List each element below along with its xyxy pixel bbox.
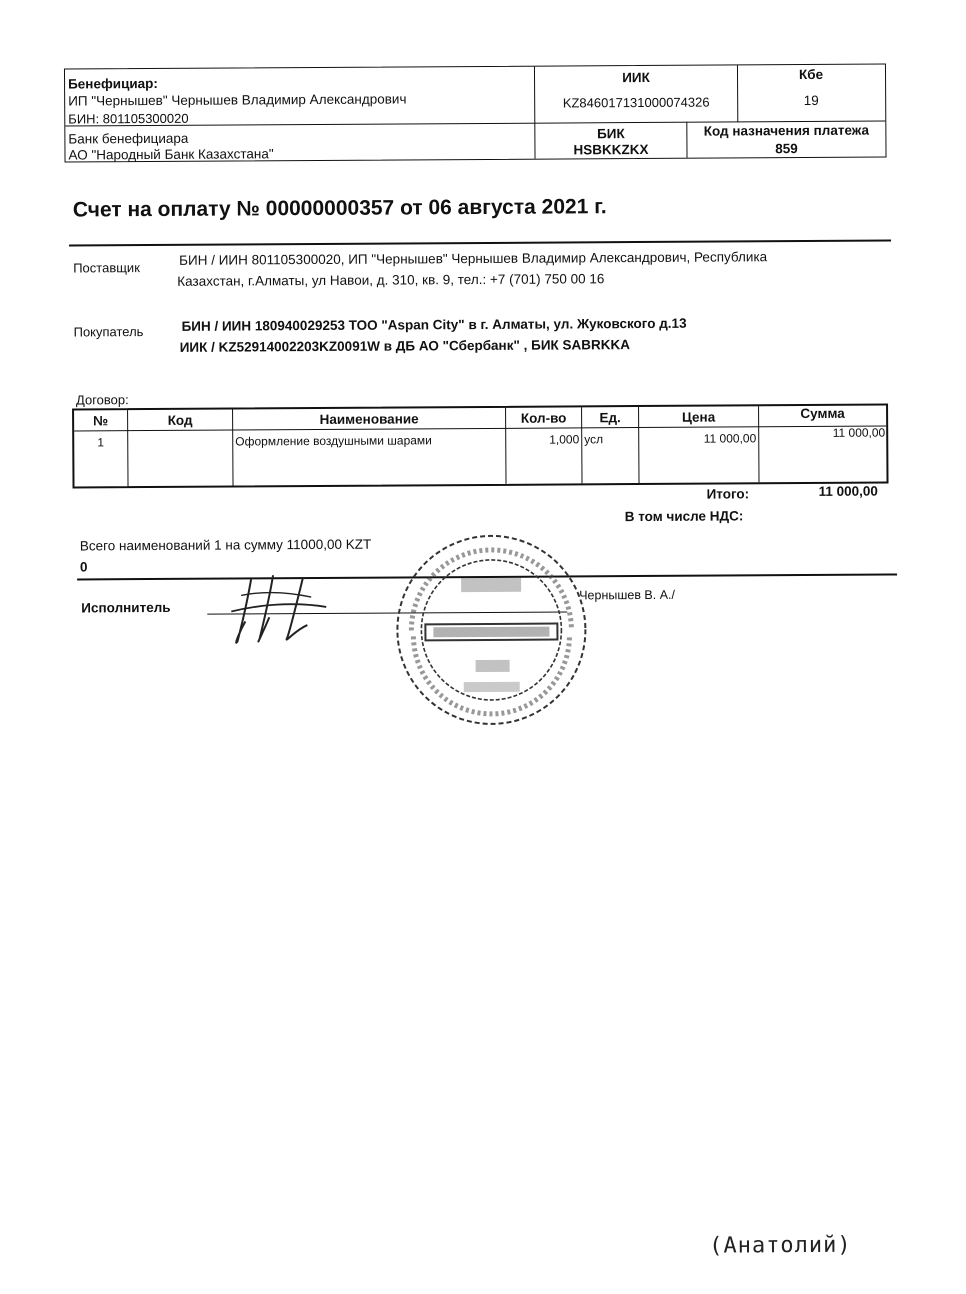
beneficiary-bin: БИН: 801105300020 xyxy=(68,110,189,127)
supplier-line-1: БИН / ИИН 801105300020, ИП "Чернышев" Чернышев Владимир Александрович, Республика xyxy=(179,249,768,268)
executor-name: Чернышев В. А./ xyxy=(579,587,676,603)
supplier-line-2: Казахстан, г.Алматы, ул Навои, д. 310, кв. 9, тел.: +7 (701) 750 00 16 xyxy=(177,271,605,289)
executor-label: Исполнитель xyxy=(81,599,171,616)
buyer-line-1: БИН / ИИН 180940029253 ТОО "Aspan City" в г. Алматы, ул. Жуковского д.13 xyxy=(181,315,687,334)
title-underline xyxy=(69,239,891,246)
row-1-sum: 11 000,00 xyxy=(832,425,886,440)
header-qty: Кол-во xyxy=(520,410,567,426)
header-unit: Ед. xyxy=(599,410,621,426)
kbe-label: Кбе xyxy=(798,66,824,83)
signature-scribble xyxy=(211,571,341,652)
iik-value: KZ846017131000074326 xyxy=(562,94,710,111)
row-1-qty: 1,000 xyxy=(549,432,580,447)
items-table xyxy=(72,404,888,489)
beneficiary-label: Бенефициар: xyxy=(68,75,158,92)
header-code: Код xyxy=(167,412,193,428)
summary-zero: 0 xyxy=(79,559,88,575)
buyer-line-2: ИИК / KZ52914002203KZ0091W в ДБ АО "Сбербанк" , БИК SABRKKA xyxy=(179,337,631,355)
payment-code-label: Код назначения платежа xyxy=(703,122,870,139)
kbe-value: 19 xyxy=(803,92,819,109)
header-num: № xyxy=(93,413,109,429)
iik-label: ИИК xyxy=(622,69,650,86)
total-value: 11 000,00 xyxy=(818,483,878,499)
bank-name: АО "Народный Банк Казахстана" xyxy=(68,146,274,163)
invoice-title: Счет на оплату № 00000000357 от 06 августа 2021 г. xyxy=(72,195,607,222)
buyer-label: Покупатель xyxy=(73,324,144,340)
bank-label: Банк бенефициара xyxy=(68,130,189,147)
summary-line: Всего наименований 1 на сумму 11000,00 KZT xyxy=(79,536,372,554)
row-1-unit: усл xyxy=(584,432,604,447)
beneficiary-name: ИП "Чернышев" Чернышев Владимир Александрович xyxy=(68,91,407,109)
payment-code-value: 859 xyxy=(775,141,798,157)
row-1-name: Оформление воздушными шарами xyxy=(235,433,432,449)
bik-value: HSBKKZKX xyxy=(573,141,649,158)
row-1-num: 1 xyxy=(97,435,105,450)
bank-details-box xyxy=(64,64,887,163)
bik-label: БИК xyxy=(597,126,625,142)
header-price: Цена xyxy=(681,409,716,425)
row-1-code xyxy=(128,435,232,436)
row-1-price: 11 000,00 xyxy=(703,431,757,446)
supplier-label: Поставщик xyxy=(73,260,140,276)
header-sum: Сумма xyxy=(800,405,845,422)
company-stamp xyxy=(391,531,592,728)
handwritten-note: (Анатолий) xyxy=(709,1232,852,1259)
contract-label: Договор: xyxy=(75,392,129,408)
vat-label: В том числе НДС: xyxy=(624,508,744,525)
total-label: Итого: xyxy=(706,486,750,502)
header-name: Наименование xyxy=(319,411,419,427)
